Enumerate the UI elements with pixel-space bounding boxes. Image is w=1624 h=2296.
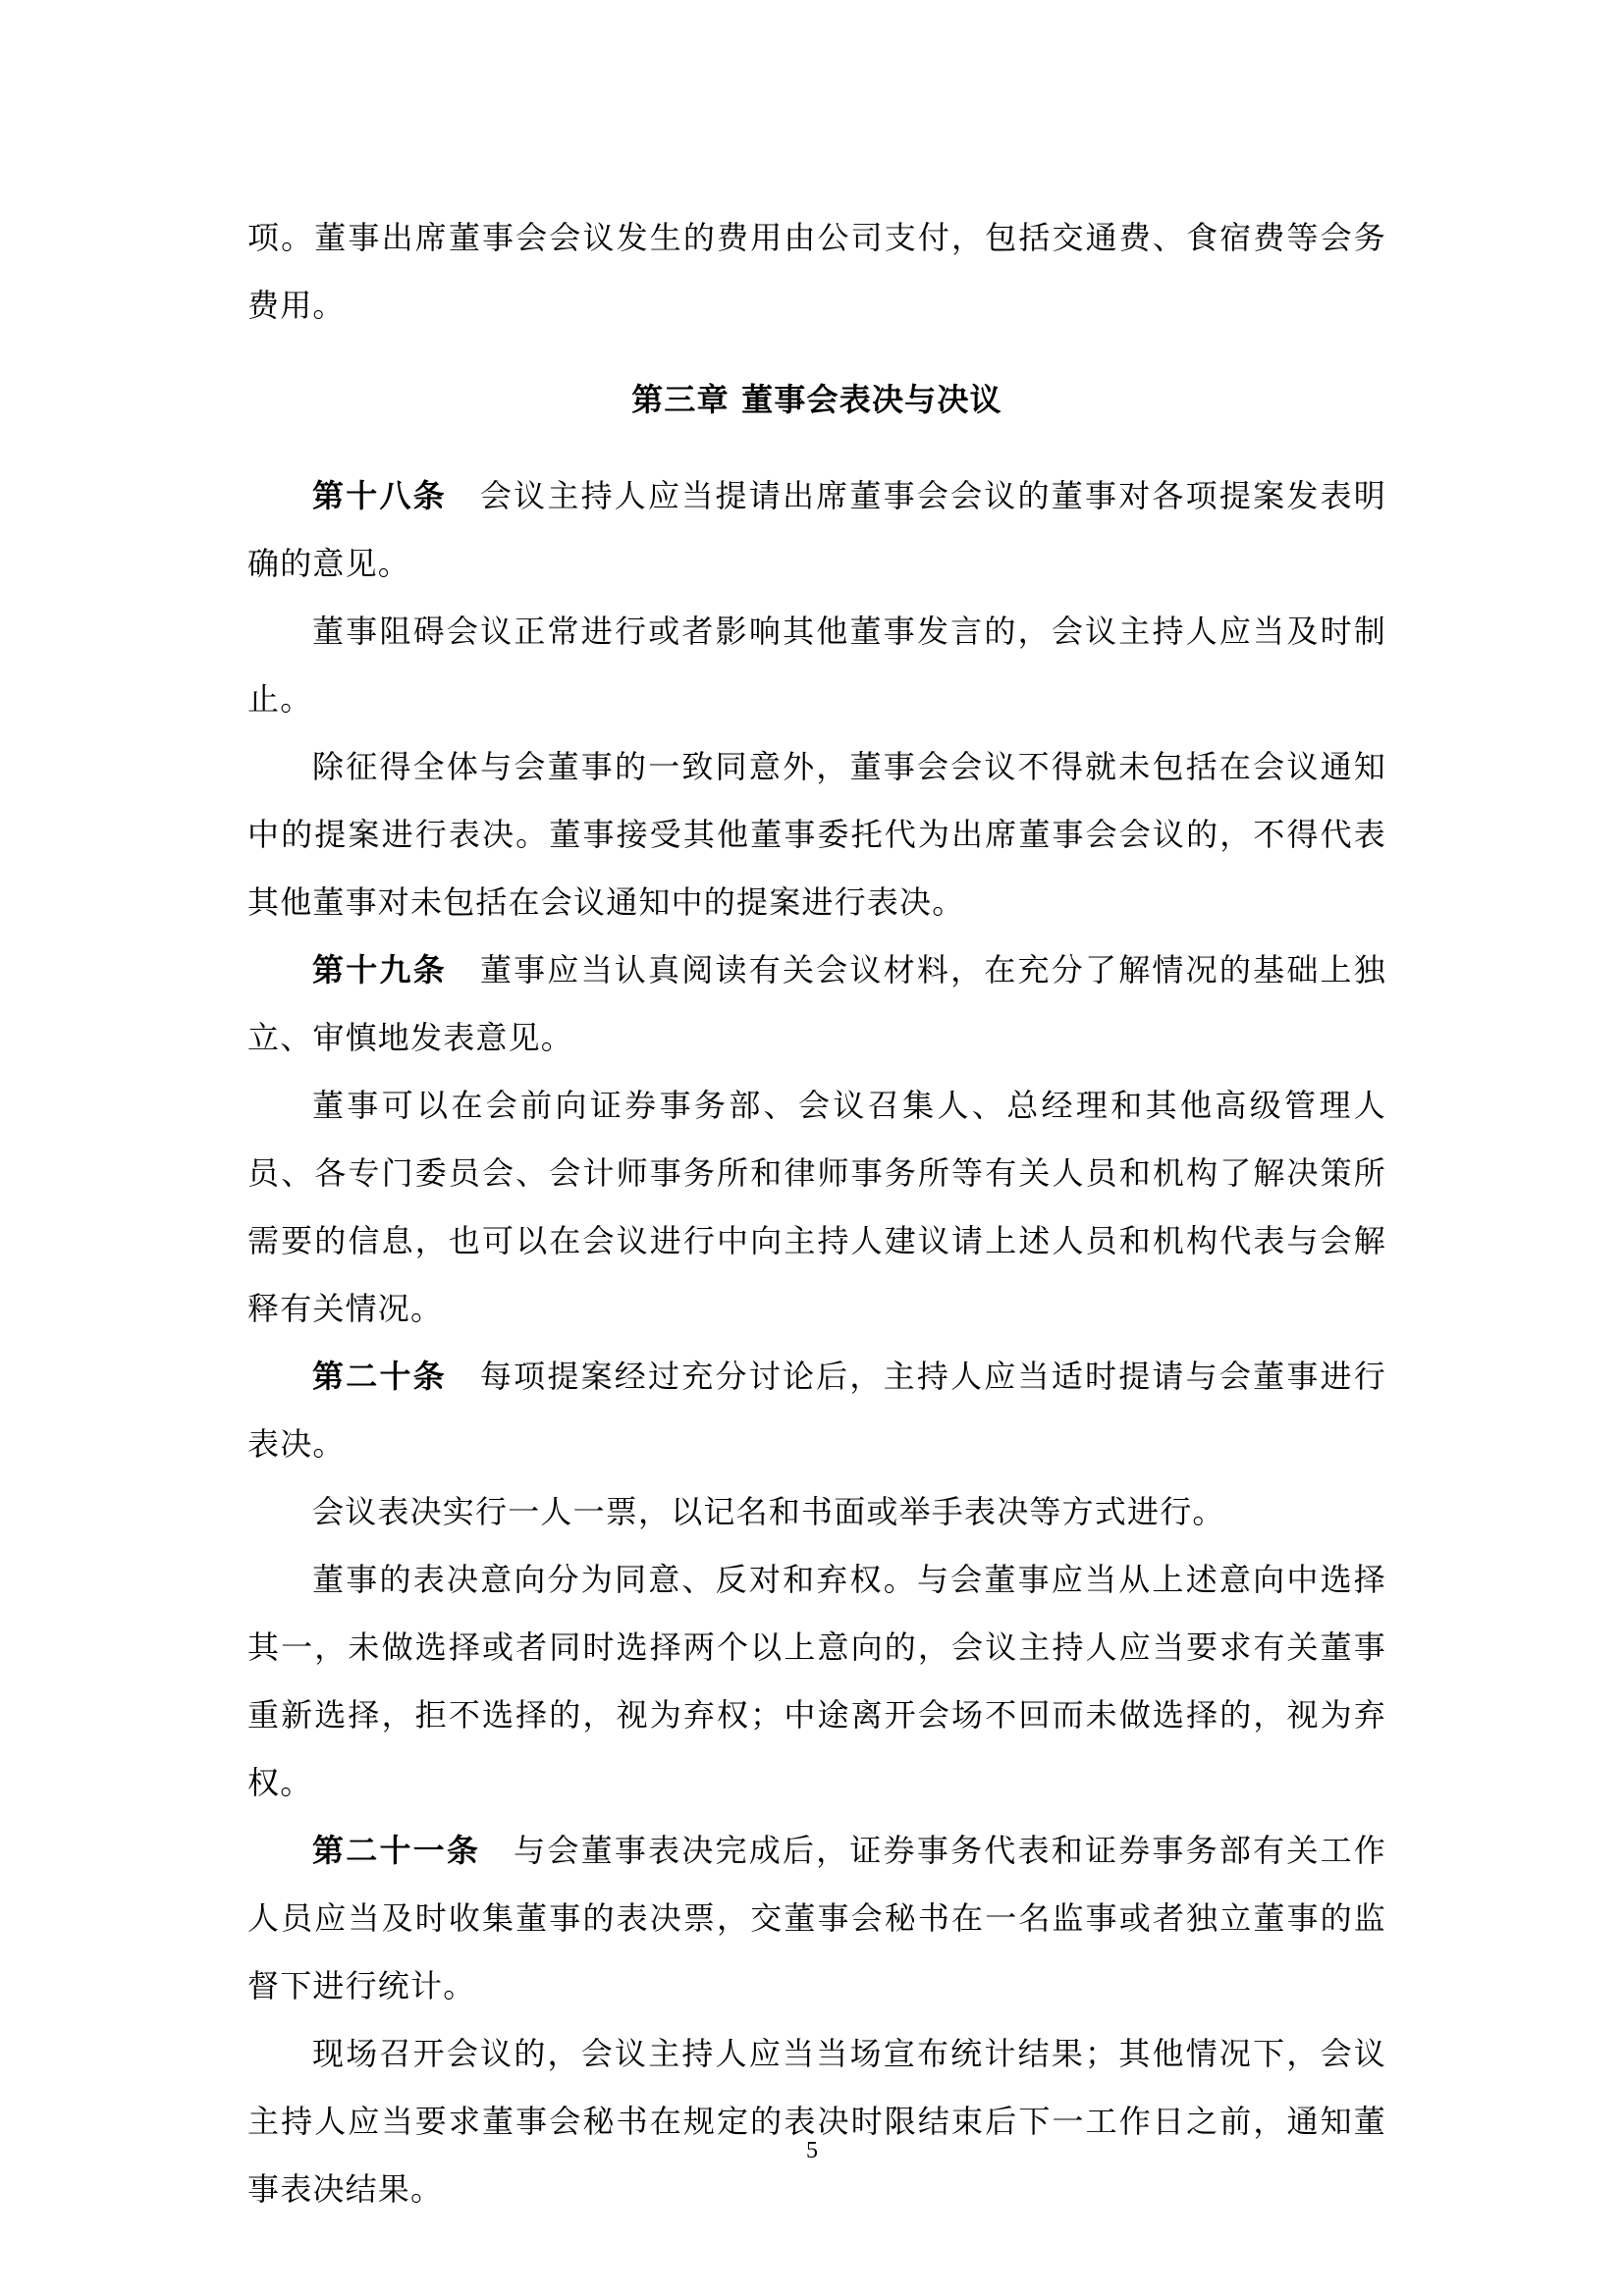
- page-number: 5: [806, 2138, 818, 2163]
- article-21-paragraph-1: 现场召开会议的，会议主持人应当当场宣布统计结果；其他情况下，会议主持人应当要求董事会秘书在规定的表决时限结束后下一工作日之前，通知董事表决结果。: [247, 2035, 1386, 2208]
- article-text: 董事应当认真阅读有关会议材料，在充分了解情况的基础上独立、审慎地发表意见。: [247, 951, 1386, 1056]
- article-number: 第二十条: [312, 1358, 447, 1395]
- continuation-paragraph: 项。董事出席董事会会议发生的费用由公司支付，包括交通费、食宿费等会务费用。: [247, 219, 1386, 324]
- document-body: [247, 204, 1386, 2223]
- article-21: [247, 1817, 1386, 2020]
- article-number: 第十九条: [312, 951, 447, 988]
- article-number: 第十八条: [312, 477, 447, 514]
- article-text: 会议主持人应当提请出席董事会会议的董事对各项提案发表明确的意见。: [247, 477, 1386, 582]
- article-18: [247, 462, 1386, 598]
- article-text: 与会董事表决完成后，证券事务代表和证券事务部有关工作人员应当及时收集董事的表决票，交董事会秘书在一名监事或者独立董事的监督下进行统计。: [247, 1832, 1386, 2004]
- article-18-paragraph-1: 董事阻碍会议正常进行或者影响其他董事发言的，会议主持人应当及时制止。: [247, 613, 1386, 718]
- article-20-paragraph-1: 会议表决实行一人一票，以记名和书面或举手表决等方式进行。: [312, 1493, 1225, 1530]
- article-19-paragraph-1: 董事可以在会前向证券事务部、会议召集人、总经理和其他高级管理人员、各专门委员会、会计师事务所和律师事务所等有关人员和机构了解决策所需要的信息，也可以在会议进行中向主持人建议请上述人员和机构代表与会解释有关情况。: [247, 1087, 1386, 1327]
- article-20-paragraph-2: 董事的表决意向分为同意、反对和弃权。与会董事应当从上述意向中选择其一，未做选择或者同时选择两个以上意向的，会议主持人应当要求有关董事重新选择，拒不选择的，视为弃权；中途离开会场不回而未做选择的，视为弃权。: [247, 1561, 1386, 1801]
- article-20: [247, 1343, 1386, 1478]
- chapter-title: 第三章 董事会表决与决议: [631, 381, 1002, 418]
- article-18-paragraph-2: 除征得全体与会董事的一致同意外，董事会会议不得就未包括在会议通知中的提案进行表决。董事接受其他董事委托代为出席董事会会议的，不得代表其他董事对未包括在会议通知中的提案进行表决。: [247, 748, 1386, 921]
- article-number: 第二十一条: [312, 1832, 481, 1869]
- article-19: [247, 936, 1386, 1072]
- article-text: 每项提案经过充分讨论后，主持人应当适时提请与会董事进行表决。: [247, 1358, 1386, 1463]
